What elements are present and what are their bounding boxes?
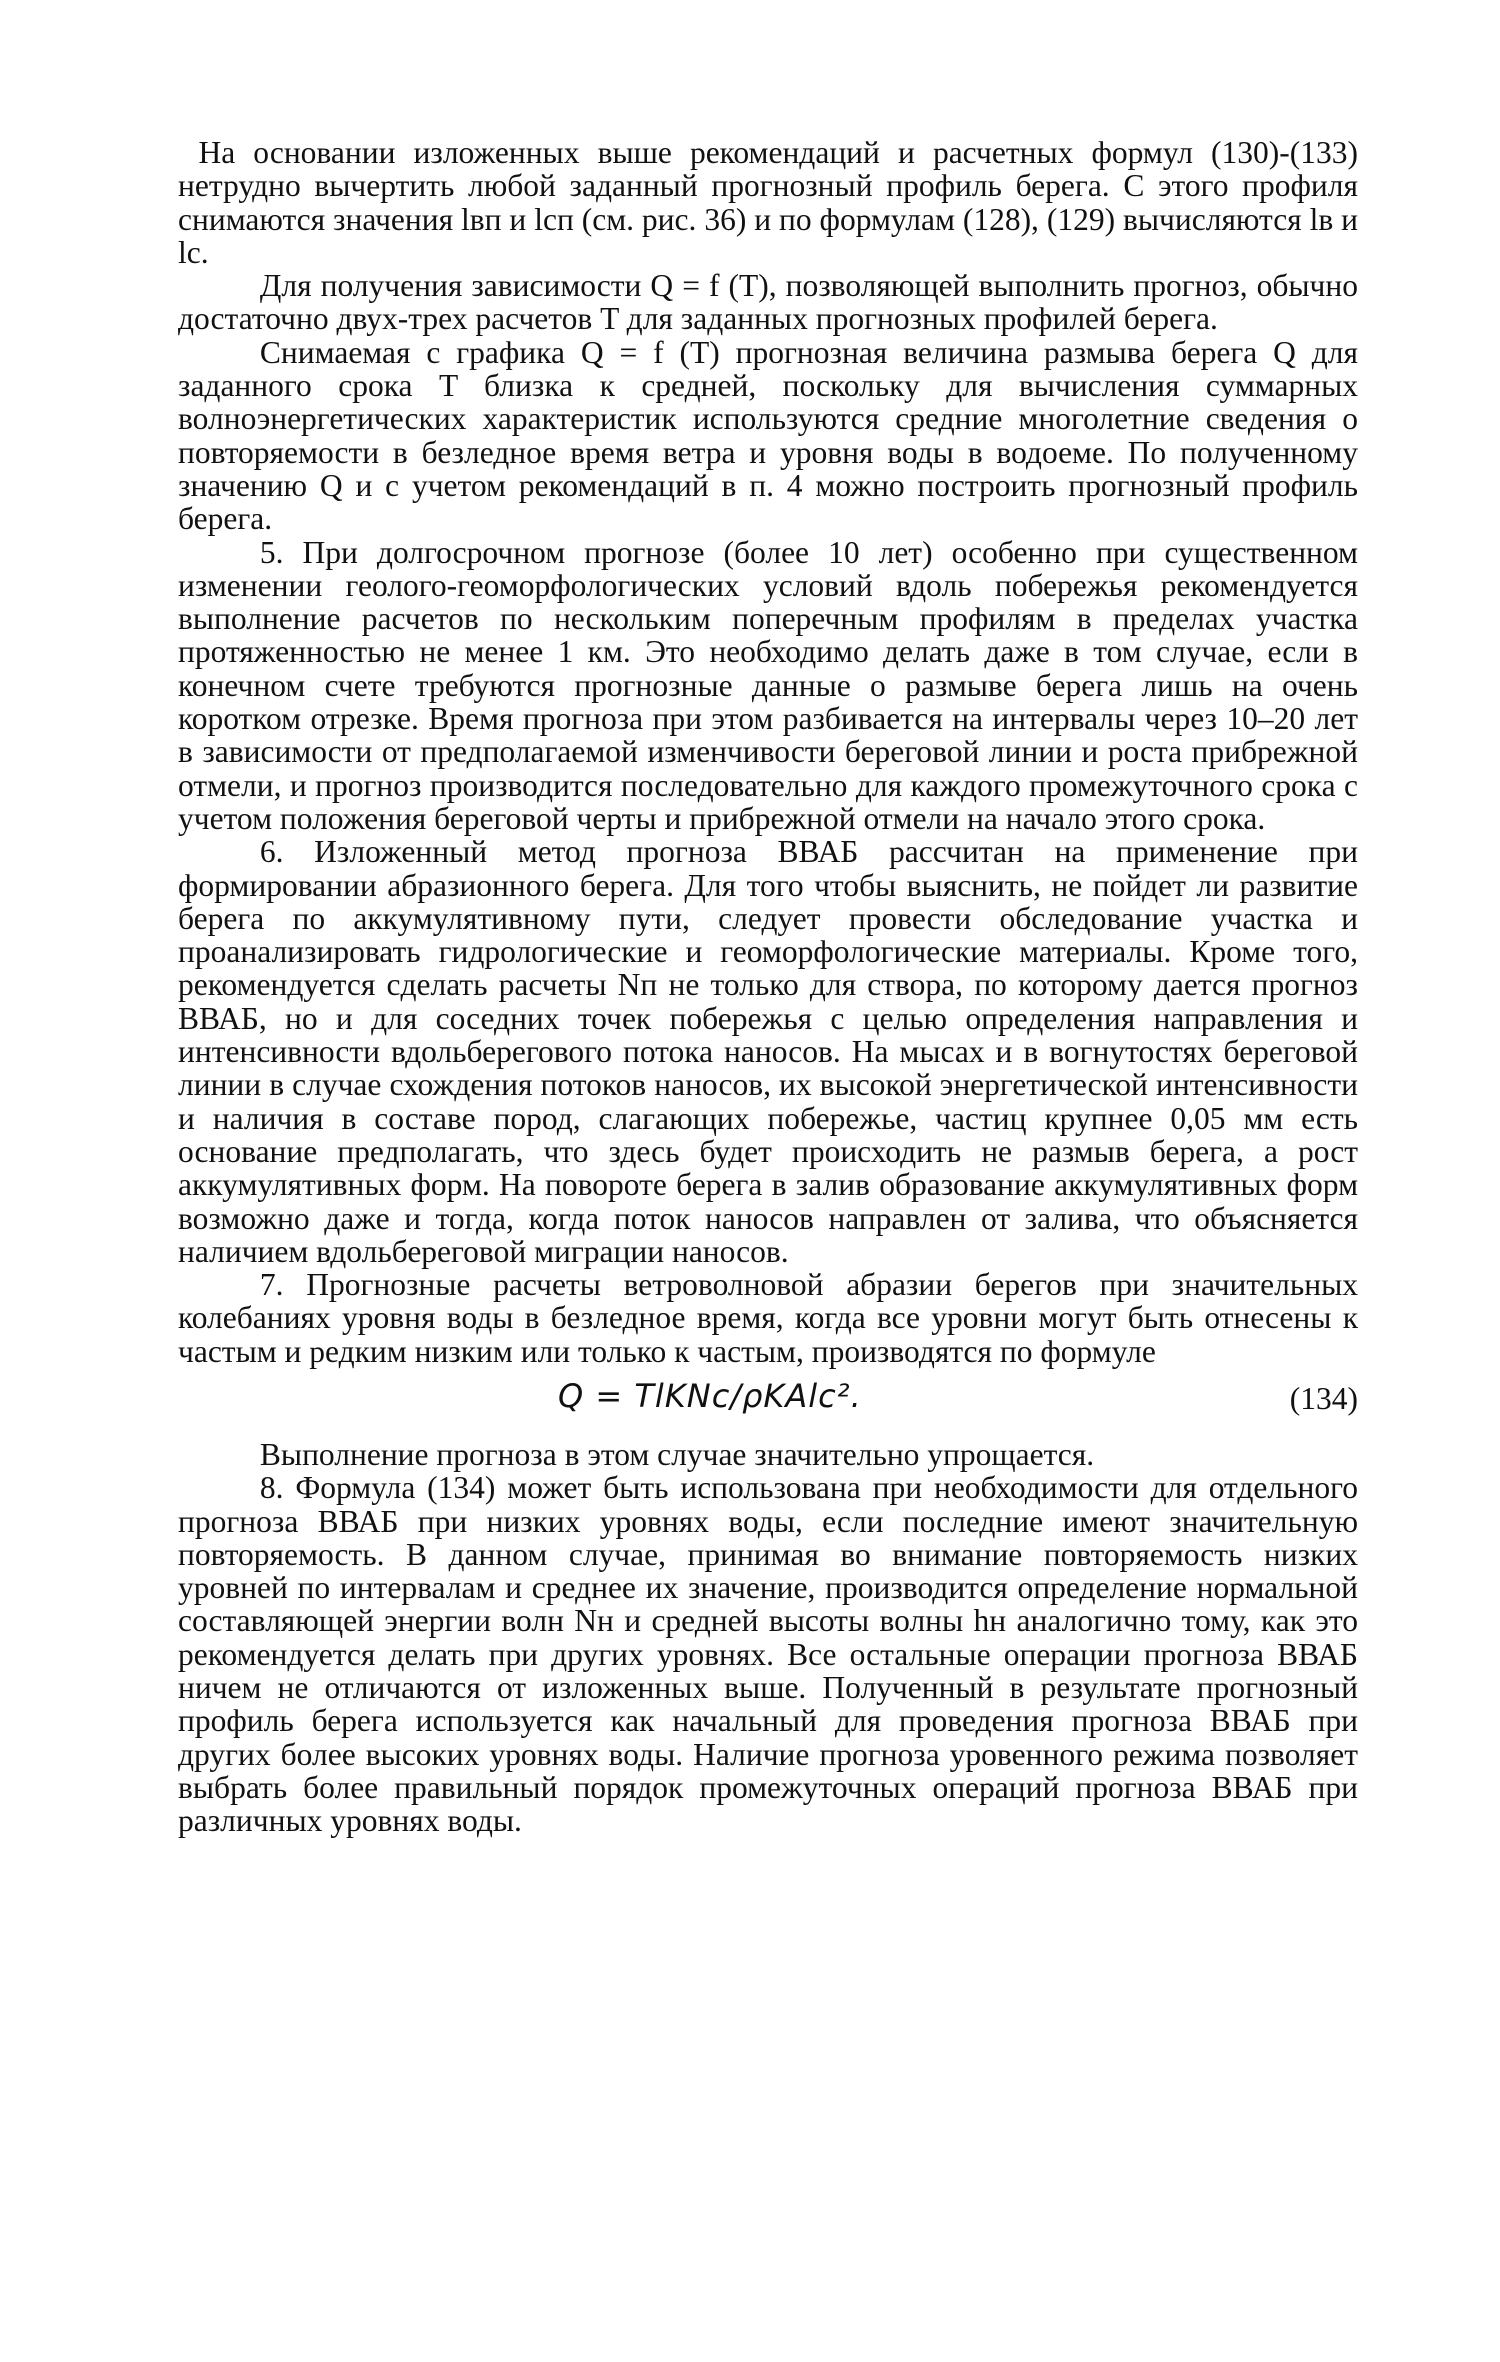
paragraph-item-7: 7. Прогнозные расчеты ветроволновой абразии берегов при значительных колебаниях уровня воды в безледное время, когда все уровни могут быть отнесены к частым и редким низким или только к частым, производятся по формуле bbox=[178, 1267, 1358, 1369]
paragraph-intro: На основании изложенных выше рекомендаций и расчетных формул (130)-(133) нетрудно вычертить любой заданный прогнозный профиль берега. С этого профиля снимаются значения lвп и lсп (см. рис. 36) и по формулам (128), (129) вычисляются lв и lс. bbox=[178, 135, 1358, 270]
paragraph-item-8: 8. Формула (134) может быть использована при необходимости для отдельного прогноза ВВАБ при низких уровнях воды, если последние имеют значительную повторяемость. В данном случае, принимая во внимание повторяемость низких уровней по интервалам и среднее их значение, производится определение нормальной составляющей энергии волн Nн и средней высоты волны hн аналогично тому, как это рекомендуется делать при других уровнях. Все остальные операции прогноза ВВАБ ничем не отличаются от изложенных выше. Полученный в результате прогнозный профиль берега используется как начальный для проведения прогноза ВВАБ при других более высоких уровнях воды. Наличие прогноза уровенного режима позволяет выбрать более правильный порядок промежуточных операций прогноза ВВАБ при различных уровнях воды. bbox=[178, 1470, 1358, 1839]
formula-expression: Q = TlKNc/ρKAlc². bbox=[558, 1376, 862, 1415]
paragraph-item-6: 6. Изложенный метод прогноза ВВАБ рассчитан на применение при формировании абразионного берега. Для того чтобы выяснить, не пойдет ли развитие берега по аккумулятивному пути, следует провести обследование участка и проанализировать гидрологические и геоморфологические материалы. Кроме того, рекомендуется сделать расчеты Nп не только для створа, по которому дается прогноз ВВАБ, но и для соседних точек побережья с целью определения направления и интенсивности вдольберегового потока наносов. На мысах и в вогнутостях береговой линии в случае схождения потоков наносов, их высокой энергетической интенсивности и наличия в составе пород, слагающих побережье, частиц крупнее 0,05 мм есть основание предполагать, что здесь будет происходить не размыв берега, а рост аккумулятивных форм. На повороте берега в залив образование аккумулятивных форм возможно даже и тогда, когда поток наносов направлен от залива, что объясняется наличием вдольбереговой миграции наносов. bbox=[178, 834, 1358, 1269]
paragraph-simplified: Выполнение прогноза в этом случае значительно упрощается. bbox=[259, 1436, 1095, 1472]
page-body bbox=[178, 136, 1358, 1838]
paragraph-dependence: Для получения зависимости Q = f (T), позволяющей выполнить прогноз, обычно достаточно двух-трех расчетов T для заданных прогнозных профилей берега. bbox=[178, 268, 1358, 337]
formula-134 bbox=[178, 1372, 1358, 1432]
paragraph-graph: Снимаемая с графика Q = f (T) прогнозная величина размыва берега Q для заданного срока T близка к средней, поскольку для вычисления суммарных волноэнергетических характеристик используются средние многолетние сведения о повторяемости в безледное время ветра и уровня воды в водоеме. По полученному значению Q и с учетом рекомендаций в п. 4 можно построить прогнозный профиль берега. bbox=[178, 334, 1358, 537]
paragraph-item-5: 5. При долгосрочном прогнозе (более 10 лет) особенно при существенном изменении геолого-геоморфологических условий вдоль побережья рекомендуется выполнение расчетов по нескольким поперечным профилям в пределах участка протяженностью не менее 1 км. Это необходимо делать даже в том случае, если в конечном счете требуются прогнозные данные о размыве берега лишь на очень коротком отрезке. Время прогноза при этом разбивается на интервалы через 10–20 лет в зависимости от предполагаемой изменчивости береговой линии и роста прибрежной отмели, и прогноз производится последовательно для каждого промежуточного срока с учетом положения береговой черты и прибрежной отмели на начало этого срока. bbox=[178, 534, 1358, 836]
formula-number: (134) bbox=[1289, 1380, 1358, 1416]
